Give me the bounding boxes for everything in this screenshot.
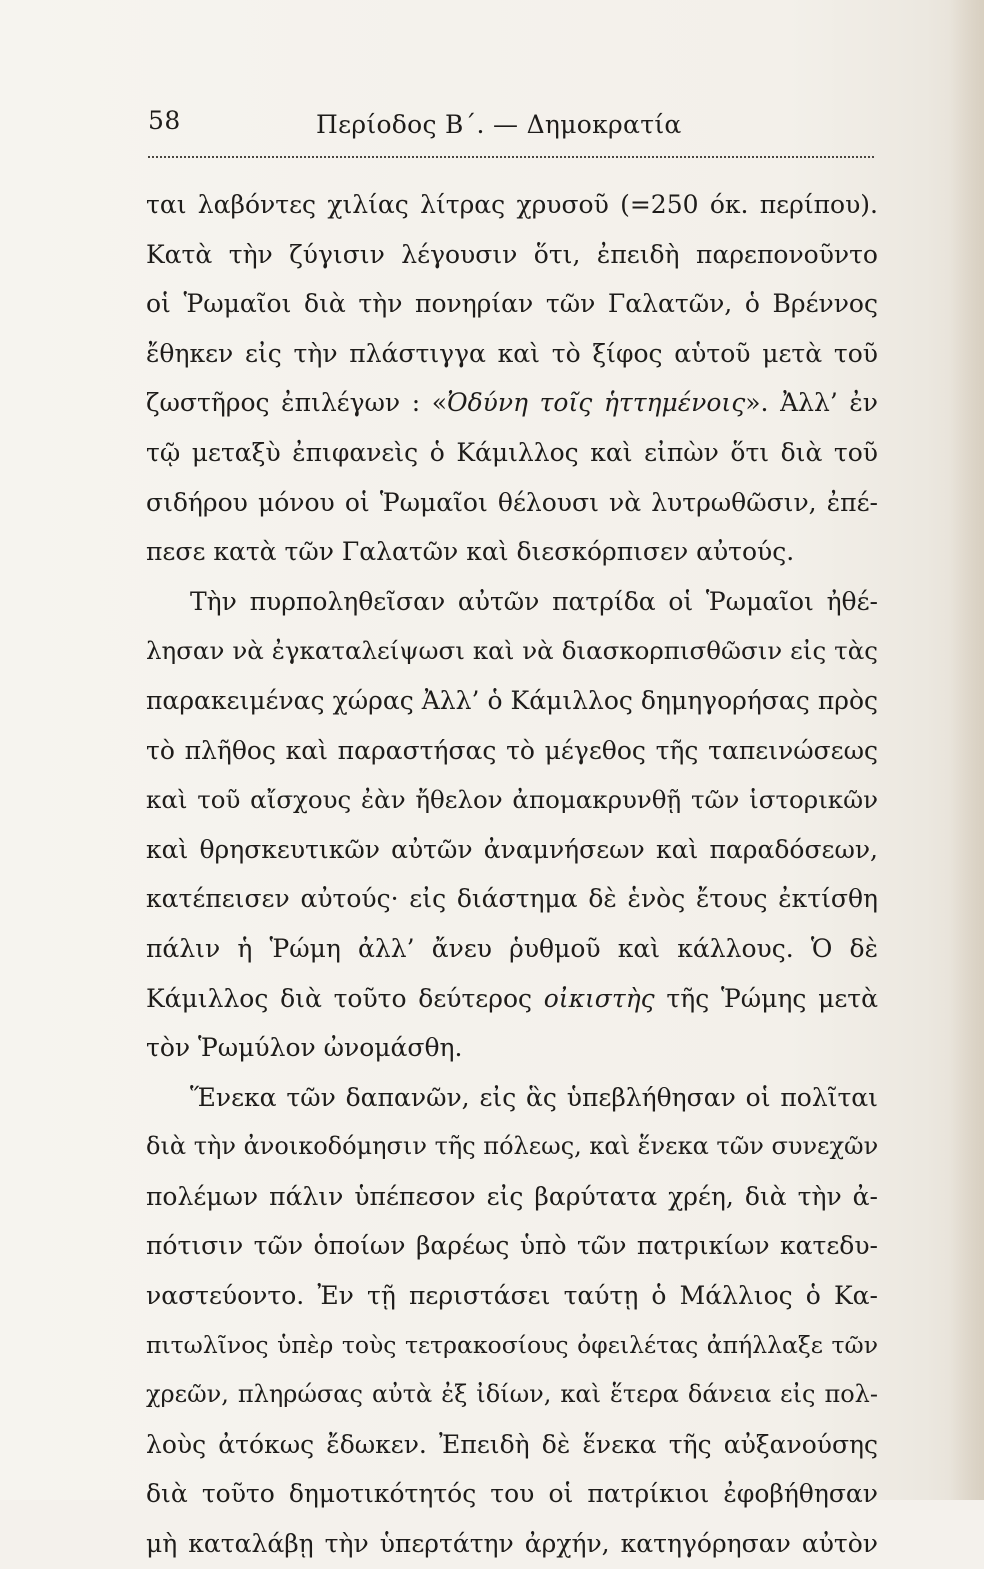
text-line: Ἕνεκα τῶν δαπανῶν, εἰς ἃς ὑπεβλήθησαν οἱ πολῖται	[190, 1082, 878, 1112]
page-header	[148, 104, 876, 148]
text-line: πολέμων πάλιν ὑπέπεσον εἰς βαρύτατα χρέη, διὰ τὴν ἀ-	[146, 1181, 878, 1211]
text-line: ἔθηκεν εἰς τὴν πλάστιγγα καὶ τὸ ξίφος αὑτοῦ μετὰ τοῦ	[146, 338, 878, 368]
text-line: ναστεύοντο. Ἐν τῇ περιστάσει ταύτῃ ὁ Μάλλιος ὁ Κα-	[146, 1281, 878, 1311]
text-line: πιτωλῖνος ὑπὲρ τοὺς τετρακοσίους ὀφειλέτας ἀπήλλαξε τῶν	[146, 1330, 878, 1359]
italic-quote: Ὀδύνη τοῖς ἡττημένοις	[447, 388, 746, 418]
text-line: καὶ θρησκευτικῶν αὐτῶν ἀναμνήσεων καὶ παραδόσεων,	[146, 834, 878, 864]
text-line: πεσε κατὰ τῶν Γαλατῶν καὶ διεσκόρπισεν αὐτούς.	[146, 537, 795, 567]
text-line: λοὺς ἀτόκως ἔδωκεν. Ἐπειδὴ δὲ ἕνεκα τῆς αὐξανούσης	[146, 1429, 878, 1459]
text-line: μὴ καταλάβῃ τὴν ὑπερτάτην ἀρχήν, κατηγόρησαν αὐτὸν	[146, 1529, 878, 1559]
text-line: τὸ πλῆθος καὶ παραστήσας τὸ μέγεθος τῆς ταπεινώσεως	[146, 735, 878, 765]
header-dotted-rule	[148, 156, 874, 158]
text-line: καὶ τοῦ αἴσχους ἐὰν ἤθελον ἀπομακρυνθῇ τῶν ἱστορικῶν	[146, 785, 878, 815]
text-line: ται λαβόντες χιλίας λίτρας χρυσοῦ (=250 όκ. περίπου).	[146, 190, 878, 219]
text-line: παρακειμένας χώρας Ἀλλ’ ὁ Κάμιλλος δημηγορήσας πρὸς	[146, 685, 878, 715]
text-line: λησαν νὰ ἐγκαταλείψωσι καὶ νὰ διασκορπισθῶσιν εἰς τὰς	[146, 636, 878, 666]
text-line: τὸν Ῥωμύλον ὠνομάσθη.	[146, 1033, 463, 1063]
text-line: Κατὰ τὴν ζύγισιν λέγουσιν ὅτι, ἐπειδὴ παρεπονοῦντο	[146, 239, 878, 269]
text-line-with-italic: Κάμιλλος διὰ τοῦτο δεύτερος οἰκιστὴς τῆς Ῥώμης μετὰ	[146, 983, 878, 1013]
text-line: διὰ τοῦτο δημοτικότητός του οἱ πατρίκιοι ἐφοβήθησαν	[146, 1479, 878, 1509]
running-title: Περίοδος Β΄. — Δημοκρατία	[316, 110, 682, 139]
text-line: τῷ μεταξὺ ἐπιφανεὶς ὁ Κάμιλλος καὶ εἰπὼν ὅτι διὰ τοῦ	[146, 437, 878, 467]
text-line: σιδήρου μόνου οἱ Ῥωμαῖοι θέλουσι νὰ λυτρωθῶσιν, ἐπέ-	[146, 487, 878, 517]
text-line: πάλιν ἡ Ῥώμη ἀλλ’ ἄνευ ῥυθμοῦ καὶ κάλλους. Ὁ δὲ	[146, 933, 878, 963]
text-line: Τὴν πυρποληθεῖσαν αὐτῶν πατρίδα οἱ Ῥωμαῖοι ἠθέ-	[190, 586, 878, 616]
page-edge-shadow	[950, 0, 984, 1500]
text-line: οἱ Ῥωμαῖοι διὰ τὴν πονηρίαν τῶν Γαλατῶν, ὁ Βρέννος	[146, 289, 878, 319]
text-line: χρεῶν, πληρώσας αὐτὰ ἐξ ἰδίων, καὶ ἕτερα δάνεια εἰς πολ-	[146, 1380, 878, 1409]
text-line: πότισιν τῶν ὁποίων βαρέως ὑπὸ τῶν πατρικίων κατεδυ-	[146, 1231, 878, 1261]
page-number: 58	[148, 106, 181, 135]
text-line: διὰ τὴν ἀνοικοδόμησιν τῆς πόλεως, καὶ ἕνεκα τῶν συνεχῶν	[146, 1132, 879, 1161]
body-text	[146, 180, 878, 1569]
text-line: κατέπεισεν αὐτούς· εἰς διάστημα δὲ ἑνὸς ἔτους ἐκτίσθη	[146, 884, 878, 914]
italic-word: οἰκιστὴς	[543, 983, 655, 1013]
text-line-with-quote: ζωστῆρος ἐπιλέγων : «Ὀδύνη τοῖς ἡττημένοις». Ἀλλ’ ἐν	[146, 388, 878, 418]
